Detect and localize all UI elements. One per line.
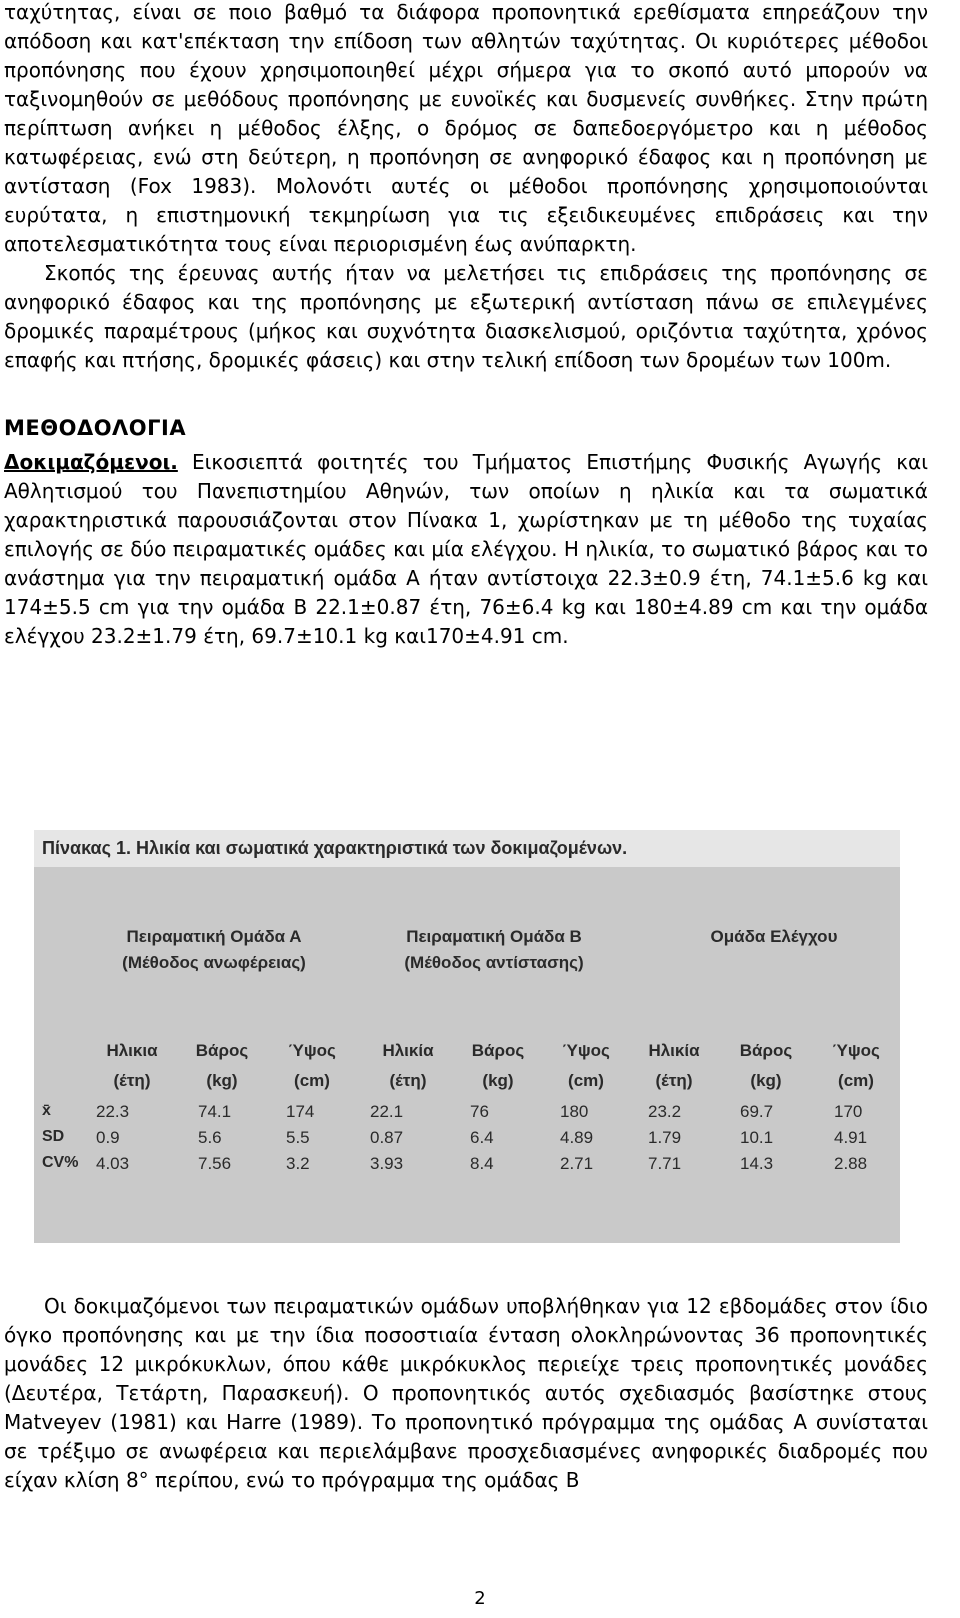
table-cell: 23.2 (648, 1102, 682, 1121)
table-cell: 1.79 (648, 1128, 682, 1147)
table-cell: 76 (470, 1102, 489, 1121)
table-1-scan (34, 830, 900, 1243)
column-header: Ηλικία (έτη) (648, 1041, 700, 1090)
group-a-title: Πειραματική Ομάδα Α (126, 927, 302, 946)
table-cell: 4.89 (560, 1128, 594, 1147)
table-cell: 0.9 (96, 1128, 120, 1147)
row-label: CV% (42, 1154, 79, 1171)
column-header: Ηλικία (έτη) (382, 1041, 434, 1090)
table-cell: 0.87 (370, 1128, 404, 1147)
table-cell: 5.5 (286, 1128, 310, 1147)
group-header-control (674, 924, 874, 950)
table-cell: 14.3 (740, 1154, 774, 1173)
group-header-a (94, 924, 334, 976)
table-cell: 180 (560, 1102, 589, 1121)
column-header: Βάρος (kg) (195, 1041, 249, 1090)
paragraph-training (4, 1292, 928, 1495)
column-header: Ύψος (cm) (288, 1041, 336, 1090)
table-cell: 4.03 (96, 1154, 130, 1173)
table-cell: 7.71 (648, 1154, 682, 1173)
table-cell: 2.71 (560, 1154, 594, 1173)
page-number: 2 (474, 1588, 486, 1609)
paragraph-intro: ταχύτητας, είναι σε ποιο βαθμό τα διάφορα προπονητικά ερεθίσματα επηρεάζουν την απόδοση και κατ'επέκταση την επίδοση των αθλητών ταχύτητας. Οι κυριότερες μέθοδοι προπόνησης που έχουν χρησιμοποιηθεί μέχρι σήμερα για το σκοπό αυτό μπορούν να ταξινομηθούν σε μεθόδους προπόνησης με ευνοϊκές και δυσμενείς συνθήκες. Στην πρώτη περίπτωση ανήκει η μέθοδος έλξης, ο δρόμος σε δαπεδοεργόμετρο και η μέθοδος κατωφέρειας, ενώ στη δεύτερη, η προπόνηση σε ανηφορικό έδαφος και η προπόνηση με αντίσταση (Fox 1983). Μολονότι αυτές οι μέθοδοι προπόνησης χρησιμοποιούνται ευρύτατα, η επιστημονική τεκμηρίωση για τις εξειδικευμένες επιδράσεις και την αποτελεσματικότητα τους είναι περιορισμένη έως ανύπαρκτη. (4, 0, 928, 256)
paragraph-aim: Σκοπός της έρευνας αυτής ήταν να μελετήσει τις επιδράσεις της προπόνησης σε ανηφορικό έδαφος και της προπόνησης με εξωτερική αντίσταση πάνω σε επιλεγμένες δρομικές παραμέτρους (μήκος και συχνότητα διασκελισμού, οριζόντια ταχύτητα, χρόνος επαφής και πτήσης, δρομικές φάσεις) και στην τελική επίδοση των δρομέων των 100m. (4, 261, 928, 372)
table-cell: 170 (834, 1102, 863, 1121)
column-header: Ύψος (cm) (562, 1041, 610, 1090)
group-b-title: Πειραματική Ομάδα Β (406, 927, 582, 946)
table-cell: 22.1 (370, 1102, 404, 1121)
participants-text: Εικοσιεπτά φοιτητές του Τμήματος Επιστήμης Φυσικής Αγωγής και Αθλητισμού του Πανεπιστημίου Αθηνών, των οποίων η ηλικία και τα σωματικά χαρακτηριστικά παρουσιάζονται στον Πίνακα 1, χωρίστηκαν με τη μέθοδο της τυχαίας επιλογής σε δύο πειραματικές ομάδες και μία ελέγχου. Η ηλικία, το σωματικό βάρος και το ανάστημα για την πειραματική ομάδα Α ήταν αντίστοιχα 22.3±0.9 έτη, 74.1±5.6 kg και 174±5.5 cm για την ομάδα Β 22.1±0.87 έτη, 76±6.4 kg και 180±4.89 cm και την ομάδα ελέγχου 23.2±1.79 έτη, 69.7±10.1 kg και170±4.91 cm. (4, 450, 928, 648)
table-cell: 3.93 (370, 1154, 404, 1173)
table-cell: 3.2 (286, 1154, 310, 1173)
subheading-participants: Δοκιμαζόμενοι. (4, 450, 178, 474)
table-cell: 10.1 (740, 1128, 774, 1147)
column-header: Ηλικια (έτη) (106, 1041, 158, 1090)
column-header: Βάρος (kg) (471, 1041, 525, 1090)
table-cell: 5.6 (198, 1128, 222, 1147)
row-label: SD (42, 1128, 65, 1145)
table-cell: 6.4 (470, 1128, 494, 1147)
table-caption: Πίνακας 1. Ηλικία και σωματικά χαρακτηριστικά των δοκιμαζομένων. (34, 830, 900, 867)
paragraph-participants (4, 448, 928, 651)
table-cell: 22.3 (96, 1102, 130, 1121)
column-header: Βάρος (kg) (739, 1041, 793, 1090)
group-header-b (374, 924, 614, 976)
table-cell: 174 (286, 1102, 315, 1121)
row-label: x̄ (42, 1102, 51, 1119)
group-control-title: Ομάδα Ελέγχου (710, 927, 838, 946)
group-b-method: (Μέθοδος αντίστασης) (404, 953, 584, 972)
table-cell: 2.88 (834, 1154, 868, 1173)
table-cell: 74.1 (198, 1102, 232, 1121)
section-heading-methodology: ΜΕΘΟΔΟΛΟΓΙΑ (4, 416, 187, 440)
document-page (4, 0, 928, 651)
table-cell: 7.56 (198, 1154, 232, 1173)
table-cell: 69.7 (740, 1102, 774, 1121)
column-header: Ύψος (cm) (832, 1041, 880, 1090)
table-cell: 4.91 (834, 1128, 868, 1147)
table-cell: 8.4 (470, 1154, 494, 1173)
group-a-method: (Μέθοδος ανωφέρειας) (122, 953, 306, 972)
training-text: Οι δοκιμαζόμενοι των πειραματικών ομάδων υποβλήθηκαν για 12 εβδομάδες στον ίδιο όγκο προπόνησης και με την ίδια ποσοστιαία ένταση ολοκληρώνοντας 36 προπονητικές μονάδες 12 μικρόκυκλων, όπου κάθε μικρόκυκλος περιείχε τρεις προπονητικές μονάδες (Δευτέρα, Τετάρτη, Παρασκευή). Ο προπονητικός αυτός σχεδιασμός βασίστηκε στους Matveyev (1981) και Harre (1989). Το προπονητικό πρόγραμμα της ομάδας Α συνίσταται σε τρέξιμο σε ανωφέρεια και περιελάμβανε προσχεδιασμένες ανηφορικές διαδρομές που είχαν κλίση 8° περίπου, ενώ το πρόγραμμα της ομάδας Β (4, 1294, 928, 1492)
